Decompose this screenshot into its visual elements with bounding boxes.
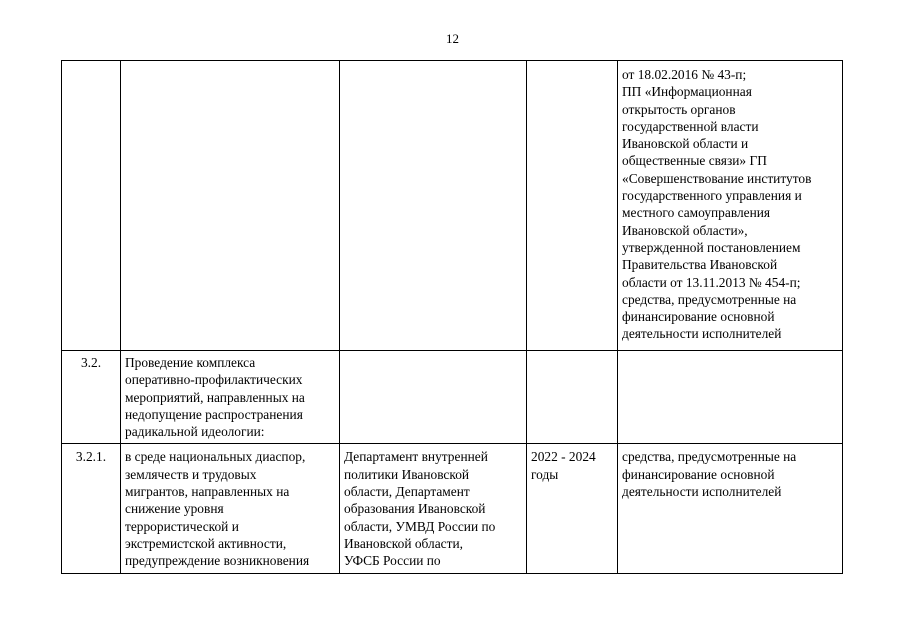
financing-line: деятельности исполнителей [622, 484, 782, 500]
period-cell [527, 61, 618, 351]
activity-line: мероприятий, направленных на [125, 389, 305, 405]
activity-cell [121, 351, 340, 444]
financing-line: Ивановской области и [622, 136, 749, 152]
financing-line: утвержденной постановлением [622, 239, 801, 255]
financing-line: местного самоуправления [622, 205, 771, 221]
activity-line: террористической и [125, 518, 239, 534]
financing-line: финансирование основной [622, 309, 775, 325]
activity-line: снижение уровня [125, 501, 224, 517]
activity-line: радикальной идеологии: [125, 424, 265, 440]
table-row [62, 61, 843, 351]
period-cell [527, 351, 618, 444]
financing-cell [618, 351, 843, 444]
executor-line: Ивановской области, [344, 535, 463, 551]
activity-line: землячеств и трудовых [125, 466, 257, 482]
item-number-cell: 3.2.1. [62, 444, 121, 573]
executor-line: политики Ивановской [344, 466, 470, 482]
financing-line: области от 13.11.2013 № 454-п; [622, 274, 801, 290]
activity-cell [121, 444, 340, 573]
activity-line: недопущение распространения [125, 406, 303, 422]
financing-line: «Совершенствование институтов [622, 170, 812, 186]
table-row [62, 351, 843, 444]
financing-line: открытость органов [622, 101, 736, 117]
activity-line: предупреждение возникновения [125, 553, 310, 569]
period-line: годы [531, 466, 559, 482]
executor-line: области, УМВД России по [344, 518, 496, 534]
financing-line: ПП «Информационная [622, 84, 752, 100]
financing-line: финансирование основной [622, 466, 775, 482]
financing-line: государственного управления и [622, 188, 802, 204]
executor-cell [340, 351, 527, 444]
executor-line: области, Департамент [344, 484, 470, 500]
financing-line: Ивановской области», [622, 222, 748, 238]
executor-cell [340, 444, 527, 573]
item-number-cell [62, 61, 121, 351]
activity-cell [121, 61, 340, 351]
financing-line: общественные связи» ГП [622, 153, 767, 169]
activity-line: в среде национальных диаспор, [125, 449, 306, 465]
period-line: 2022 - 2024 [531, 449, 596, 465]
financing-line: деятельности исполнителей [622, 326, 782, 342]
financing-cell [618, 61, 843, 351]
executor-cell [340, 61, 527, 351]
page-number: 12 [446, 31, 459, 46]
financing-line: средства, предусмотренные на [622, 291, 797, 307]
activity-line: оперативно-профилактических [125, 372, 303, 388]
financing-line: Правительства Ивановской [622, 257, 778, 273]
financing-line: от 18.02.2016 № 43-п; [622, 67, 747, 82]
activity-line: экстремистской активности, [125, 535, 287, 551]
item-number-cell: 3.2. [62, 351, 121, 444]
period-cell [527, 444, 618, 573]
executor-line: УФСБ России по [344, 553, 441, 569]
financing-line: средства, предусмотренные на [622, 449, 797, 465]
activity-line: мигрантов, направленных на [125, 484, 290, 500]
financing-cell [618, 444, 843, 573]
measures-table [61, 60, 843, 574]
activity-line: Проведение комплекса [125, 355, 256, 370]
executor-line: образования Ивановской [344, 501, 486, 517]
executor-line: Департамент внутренней [344, 449, 488, 465]
table-row [62, 444, 843, 573]
financing-line: государственной власти [622, 118, 759, 134]
